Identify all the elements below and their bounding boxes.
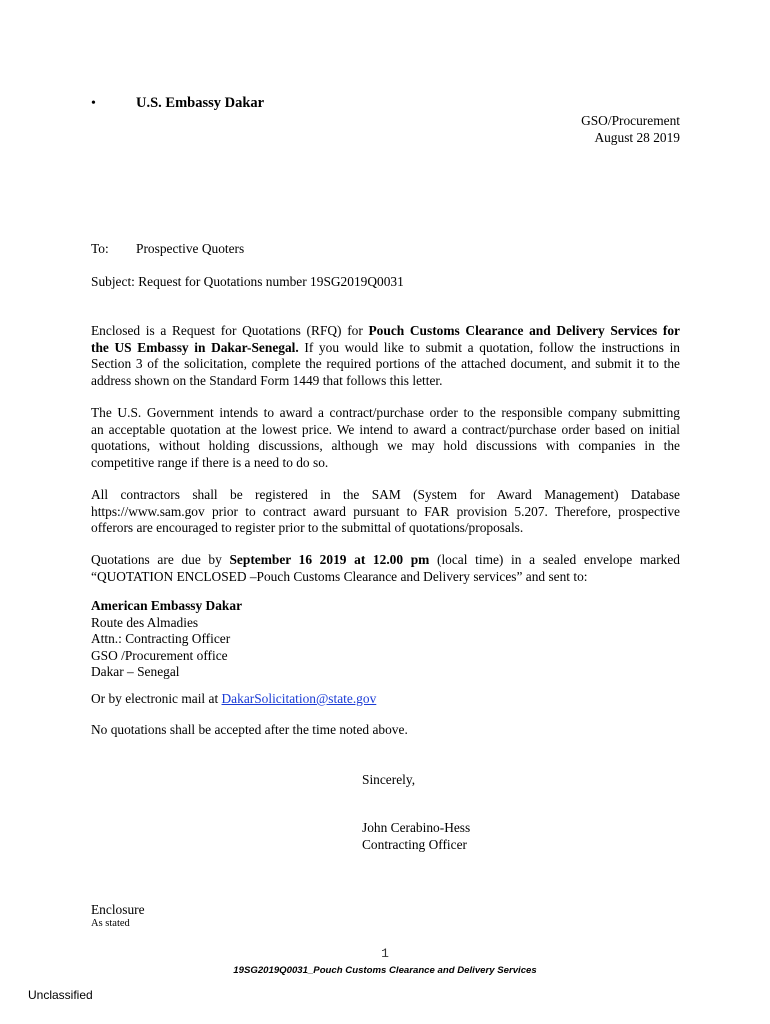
page-number: 1: [381, 946, 389, 961]
intro-line-4: address shown on the Standard Form 1449 that follows this letter.: [91, 372, 443, 388]
address-line: Route des Almadies: [91, 614, 199, 630]
address-name: American Embassy Dakar: [91, 598, 243, 613]
paragraph-sam: [91, 487, 680, 537]
signer-name: John Cerabino-Hess: [362, 820, 471, 835]
award-line-2: an acceptable quotation at the lowest price. We intend to award a contract/purchase order based on initial: [91, 421, 680, 437]
due-line-2: “QUOTATION ENCLOSED –Pouch Customs Clearance and Delivery services” and sent to:: [91, 568, 588, 584]
subject-line: Subject: Request for Quotations number 19SG2019Q0031: [91, 274, 404, 289]
paragraph-due-date: [91, 552, 680, 585]
sam-line-2: https://www.sam.gov prior to contract award pursuant to FAR provision 5.207. Therefore, prospective: [91, 503, 680, 519]
mailing-address: [91, 598, 680, 681]
organization-name: U.S. Embassy Dakar: [136, 95, 265, 111]
intro-line-3: Section 3 of the solicitation, complete the required portions of the attached document, and submit it to the: [91, 356, 680, 372]
award-line-1: The U.S. Government intends to award a contract/purchase order to the responsible company submitting: [91, 405, 680, 420]
sam-line-1: All contractors shall be registered in the SAM (System for Award Management) Database: [91, 487, 680, 502]
office-name: GSO/Procurement: [581, 113, 680, 128]
signature-block: [362, 820, 470, 853]
due-line-1: Quotations are due by September 16 2019 at 12.00 pm (local time) in a sealed envelope marked: [91, 552, 680, 567]
intro-line-2: the US Embassy in Dakar-Senegal. If you would like to submit a quotation, follow the instructions in: [91, 339, 680, 355]
closing-salutation: Sincerely,: [362, 772, 416, 787]
email-link[interactable]: DakarSolicitation@state.gov: [221, 691, 377, 706]
email-line: [91, 691, 376, 707]
address-line: Dakar – Senegal: [91, 664, 180, 680]
intro-line-1: Enclosed is a Request for Quotations (RFQ) for Pouch Customs Clearance and Delivery Services for: [91, 323, 680, 338]
bullet: •: [91, 96, 96, 111]
enclosure-label: Enclosure: [91, 902, 145, 917]
email-prefix: Or by electronic mail at: [91, 691, 222, 706]
deadline-note: No quotations shall be accepted after the time noted above.: [91, 722, 408, 737]
paragraph-award: [91, 405, 680, 471]
letter-date: August 28 2019: [594, 129, 680, 145]
address-line: GSO /Procurement office: [91, 647, 228, 663]
signer-title: Contracting Officer: [362, 836, 467, 852]
sender-block: [581, 113, 680, 146]
award-line-3: quotations, without holding discussions, although we may hold discussions with companies in the: [91, 438, 680, 454]
to-label: To:: [91, 241, 109, 256]
sam-line-3: offerors are encouraged to register prior to the submittal of quotations/proposals.: [91, 520, 524, 536]
enclosure-note: As stated: [91, 918, 130, 929]
classification-marking: Unclassified: [28, 988, 93, 1002]
paragraph-intro: [91, 323, 680, 389]
to-recipient: Prospective Quoters: [136, 241, 245, 256]
award-line-4: competitive range if there is a need to do so.: [91, 454, 329, 470]
document-footer: 19SG2019Q0031_Pouch Customs Clearance and Delivery Services: [233, 965, 537, 976]
address-line: Attn.: Contracting Officer: [91, 631, 231, 647]
